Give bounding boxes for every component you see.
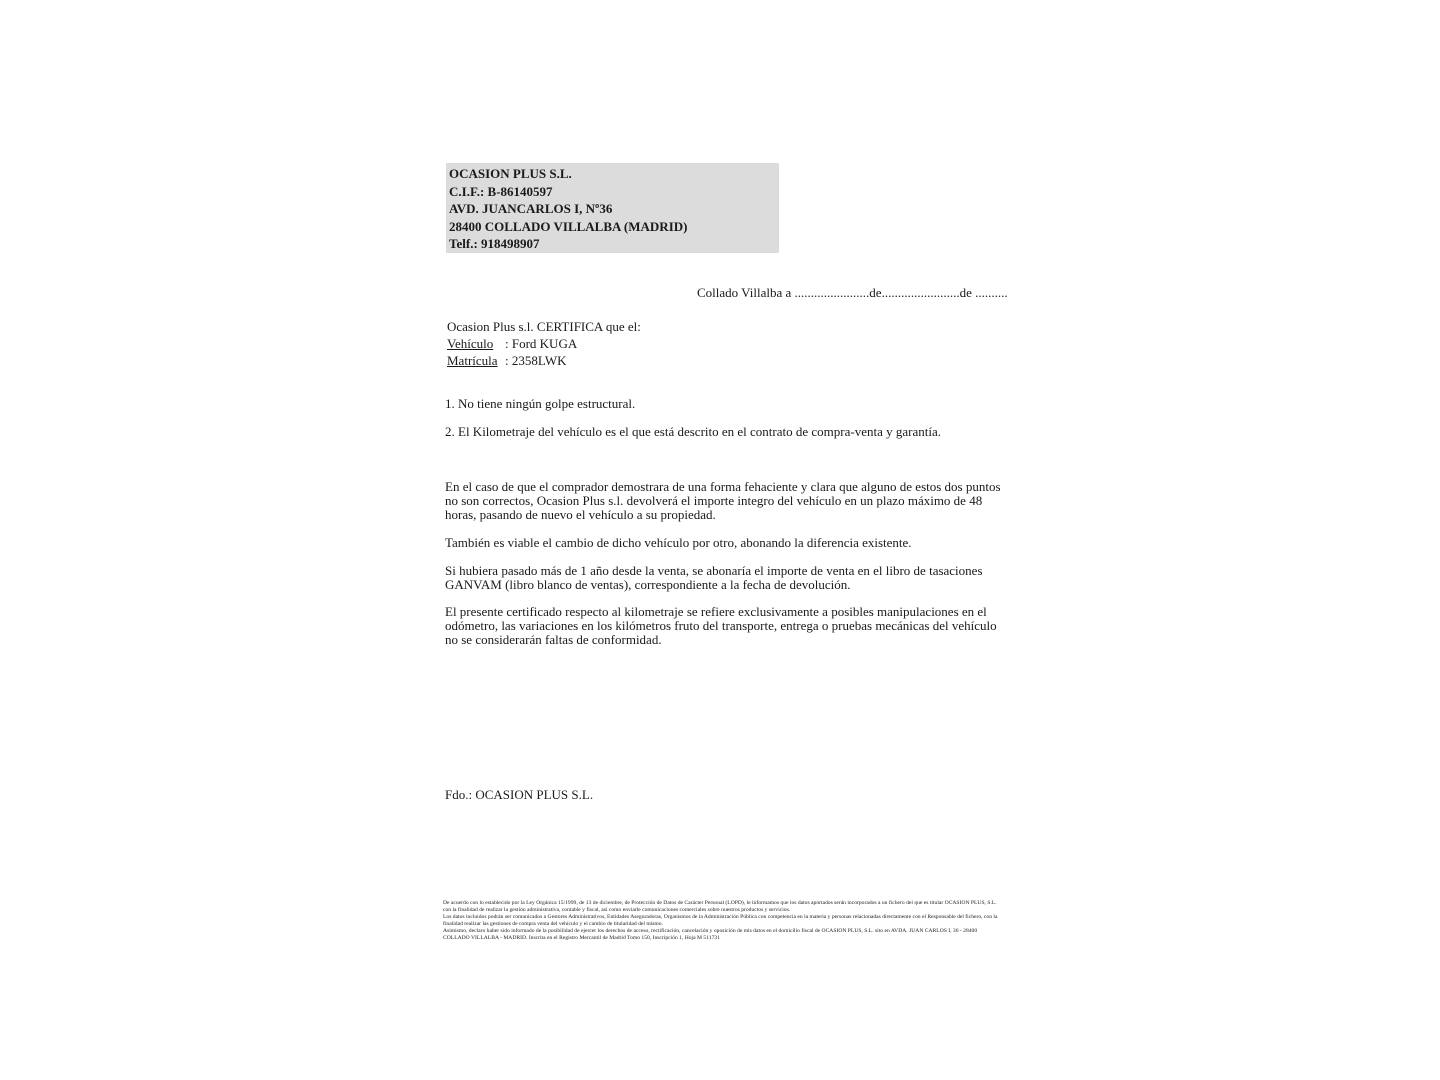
paragraph: También es viable el cambio de dicho vehículo por otro, abonando la diferencia existente.	[445, 535, 912, 550]
legal-paragraph: Los datos incluidos podrán ser comunicados a Gestores Administrativos, Entidades Aseguradoras, Organismos de la Administración Pública con competencia en la materia y personas relacionadas directamente con el Responsable del fichero, con la finalidad realizar las gestiones de compra venta del vehículo y el cambio de titularidad del mismo.	[443, 914, 998, 927]
company-city: 28400 COLLADO VILLALBA (MADRID)	[449, 218, 688, 234]
company-name: OCASION PLUS S.L.	[449, 166, 572, 181]
paragraph: El presente certificado respecto al kilometraje se refiere exclusivamente a posibles manipulaciones en el odómetro, las variaciones en los kilómetros fruto del transporte, entrega o pruebas mecánicas del vehículo no se considerarán faltas de conformidad.	[445, 604, 997, 647]
vehicle-label: Vehículo	[447, 336, 494, 351]
legal-notice	[443, 900, 1005, 942]
vehicle-row	[447, 335, 641, 352]
company-cif: C.I.F.: B-86140597	[449, 183, 553, 199]
company-phone: Telf.: 918498907	[449, 236, 540, 252]
point-item: 2. El Kilometraje del vehículo es el que está descrito en el contrato de compra-venta y garantía.	[445, 424, 941, 439]
certificate-block	[447, 318, 641, 369]
date-line: Collado Villalba a .......................de........................de ..........	[697, 285, 1008, 300]
company-address: AVD. JUANCARLOS I, Nº36	[449, 201, 613, 217]
plate-value: : 2358LWK	[505, 353, 567, 368]
paragraph: Si hubiera pasado más de 1 año desde la venta, se abonaría el importe de venta en el libro de tasaciones GANVAM (libro blanco de ventas), correspondiente a la fecha de devolución.	[445, 563, 983, 592]
signature-line: Fdo.: OCASION PLUS S.L.	[445, 787, 594, 802]
legal-paragraph: De acuerdo con lo establecido por la Ley Orgánica 15/1999, de 13 de diciembre, de Protección de Datos de Carácter Personal (LOPD), le informamos que los datos aportados serán incorporados a un fichero del que es titular OCASION PLUS, S.L. con la finalidad de realizar la gestión administrativa, contable y fiscal, así como enviarle comunicaciones comerciales sobre nuestros productos y servicios.	[443, 900, 997, 913]
company-header-box	[446, 163, 779, 253]
plate-label: Matrícula	[447, 353, 498, 368]
plate-row	[447, 352, 641, 369]
vehicle-value: : Ford KUGA	[505, 336, 578, 351]
paragraph: En el caso de que el comprador demostrara de una forma fehaciente y clara que alguno de estos dos puntos no son correctos, Ocasion Plus s.l. devolverá el importe integro del vehículo en un plazo máximo de 48 horas, pasando de nuevo el vehículo a su propiedad.	[445, 479, 1001, 522]
certificate-intro: Ocasion Plus s.l. CERTIFICA que el:	[447, 319, 641, 334]
legal-paragraph: Asimismo, declaro haber sido informado de la posibilidad de ejercer los derechos de acceso, rectificación, cancelación y oposición de mis datos en el domicilio fiscal de OCASION PLUS, S.L. sito en AVDA. JUAN CARLOS I, 36 - 28400 COLLADO VILLALBA - MADRID. Inscrita en el Registro Mercantil de Madrid Tomo 150, Inscripción 1, Hoja M 511731	[443, 928, 978, 941]
point-item: 1. No tiene ningún golpe estructural.	[445, 396, 636, 411]
